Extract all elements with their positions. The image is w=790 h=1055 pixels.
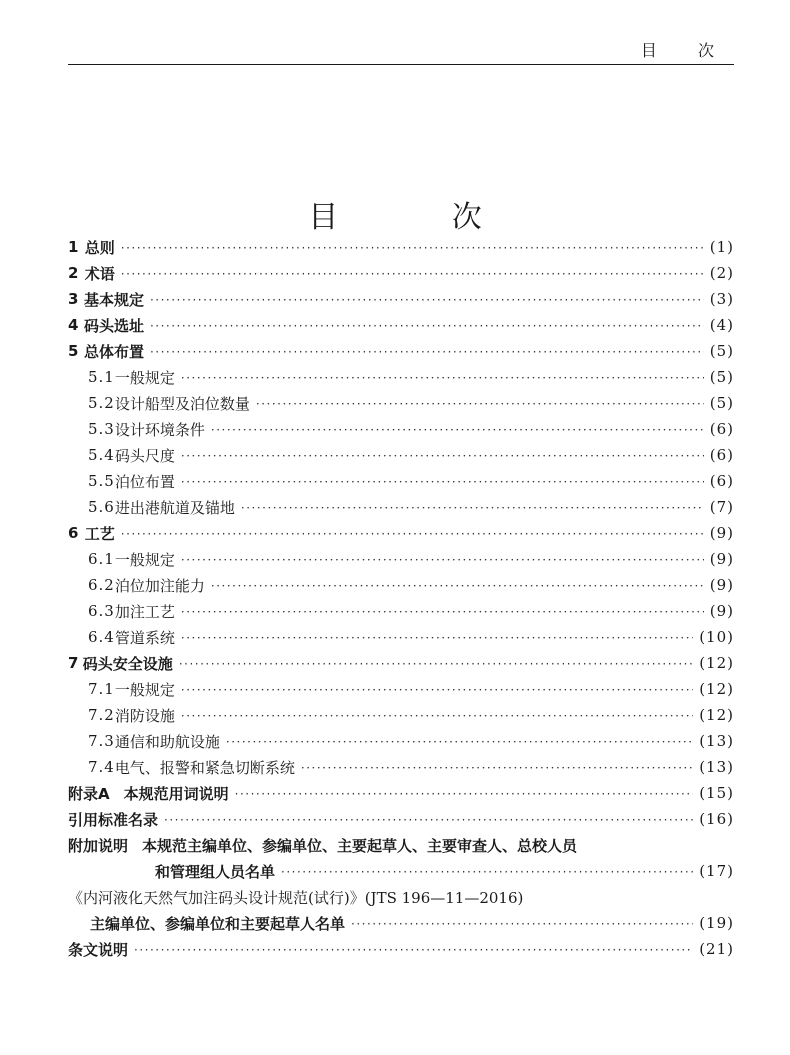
dot-leader	[211, 572, 704, 598]
toc-entry-continuation[interactable]	[68, 910, 734, 936]
toc-entry-page: (21)	[699, 940, 734, 958]
toc-subentry[interactable]	[68, 624, 734, 650]
toc-entry-title: 消防设施	[114, 706, 175, 725]
toc-entry-number: 6.1	[88, 550, 115, 568]
table-of-contents	[68, 234, 734, 962]
toc-entry[interactable]	[68, 286, 734, 312]
toc-entry[interactable]	[68, 234, 734, 260]
dot-leader	[256, 390, 704, 416]
toc-entry-title: 加注工艺	[114, 602, 175, 621]
dot-leader	[150, 312, 704, 338]
toc-entry-number: 6.4	[88, 628, 115, 646]
toc-entry-page: (4)	[709, 316, 734, 334]
toc-entry-title: 本规范用词说明	[123, 784, 229, 803]
toc-entry-page: (12)	[699, 706, 734, 724]
toc-entry-number: 2	[68, 264, 79, 282]
toc-entry-number: 7.1	[88, 680, 115, 698]
toc-entry-title: 条文说明	[68, 940, 129, 959]
header-divider	[68, 64, 734, 65]
dot-leader	[181, 546, 704, 572]
toc-entry-page: (3)	[709, 290, 734, 308]
toc-entry-page: (19)	[699, 914, 734, 932]
toc-subentry[interactable]	[68, 442, 734, 468]
toc-entry-title: 码头选址	[83, 316, 144, 335]
toc-entry-page: (10)	[699, 628, 734, 646]
toc-entry-number: 1	[68, 238, 79, 256]
toc-entry-page: (12)	[699, 654, 734, 672]
toc-entry-page: (6)	[709, 472, 734, 490]
dot-leader	[281, 858, 693, 884]
toc-entry-page: (13)	[699, 758, 734, 776]
toc-entry-page: (13)	[699, 732, 734, 750]
toc-entry-title: 电气、报警和紧急切断系统	[114, 758, 295, 777]
toc-entry-title: 总体布置	[83, 342, 144, 361]
dot-leader	[181, 598, 704, 624]
toc-entry-number: 附录A	[68, 784, 110, 803]
toc-entry-title-cont: 主编单位、参编单位和主要起草人名单	[90, 914, 346, 933]
toc-entry-page: (16)	[699, 810, 734, 828]
toc-entry-number: 5.3	[88, 420, 115, 438]
toc-entry-page: (9)	[709, 524, 734, 542]
toc-entry-number: 4	[68, 316, 79, 334]
dot-leader	[181, 702, 693, 728]
toc-entry-number: 6	[68, 524, 79, 542]
toc-entry-page: (9)	[709, 550, 734, 568]
toc-entry-page: (5)	[709, 394, 734, 412]
toc-entry-title: 设计船型及泊位数量	[114, 394, 250, 413]
toc-subentry[interactable]	[68, 468, 734, 494]
toc-entry[interactable]	[68, 338, 734, 364]
toc-entry-title: 基本规定	[83, 290, 144, 309]
toc-subentry[interactable]	[68, 728, 734, 754]
toc-entry-continuation[interactable]	[68, 858, 734, 884]
dot-leader	[121, 260, 704, 286]
toc-entry-page: (15)	[699, 784, 734, 802]
toc-entry-number: 7.4	[88, 758, 115, 776]
toc-entry[interactable]	[68, 806, 734, 832]
toc-entry-title: 一般规定	[114, 680, 175, 699]
dot-leader	[121, 520, 704, 546]
dot-leader	[301, 754, 693, 780]
dot-leader	[235, 780, 694, 806]
dot-leader	[164, 806, 693, 832]
toc-entry-number: 5.1	[88, 368, 115, 386]
toc-entry-title: 泊位加注能力	[114, 576, 205, 595]
toc-entry-title: 总则	[84, 238, 115, 257]
toc-entry-number: 6.3	[88, 602, 115, 620]
toc-entry-title: 一般规定	[114, 368, 175, 387]
toc-entry-number: 5.2	[88, 394, 115, 412]
toc-entry-number: 5	[68, 342, 79, 360]
toc-entry-title: 码头安全设施	[82, 654, 173, 673]
toc-entry-title: 术语	[84, 264, 115, 283]
toc-subentry[interactable]	[68, 754, 734, 780]
dot-leader	[150, 338, 704, 364]
toc-subentry[interactable]	[68, 572, 734, 598]
toc-entry-multiline[interactable]	[68, 832, 734, 858]
toc-entry[interactable]	[68, 312, 734, 338]
toc-entry-page: (9)	[709, 576, 734, 594]
toc-entry[interactable]	[68, 520, 734, 546]
running-header: 目 次	[640, 41, 732, 60]
dot-leader	[121, 234, 704, 260]
toc-entry[interactable]	[68, 260, 734, 286]
dot-leader	[181, 676, 693, 702]
toc-entry-page: (9)	[709, 602, 734, 620]
toc-entry-title: 设计环境条件	[114, 420, 205, 439]
dot-leader	[211, 416, 704, 442]
dot-leader	[181, 442, 704, 468]
dot-leader	[150, 286, 704, 312]
dot-leader	[181, 364, 704, 390]
toc-entry-number: 6.2	[88, 576, 115, 594]
toc-entry-page: (5)	[709, 342, 734, 360]
toc-entry[interactable]	[68, 650, 734, 676]
toc-entry-title: 码头尺度	[114, 446, 175, 465]
toc-entry-page: (7)	[709, 498, 734, 516]
toc-entry-title: 进出港航道及锚地	[114, 498, 235, 517]
dot-leader	[179, 650, 693, 676]
dot-leader	[134, 936, 693, 962]
toc-entry-number: 7	[68, 654, 79, 672]
dot-leader	[181, 624, 693, 650]
toc-entry-page: (5)	[709, 368, 734, 386]
toc-entry-title: 泊位布置	[114, 472, 175, 491]
page-title: 目 次	[308, 200, 534, 236]
toc-entry-page: (6)	[709, 446, 734, 464]
toc-entry-number: 5.6	[88, 498, 115, 516]
dot-leader	[181, 468, 704, 494]
toc-entry-number: 7.2	[88, 706, 115, 724]
toc-subentry[interactable]	[68, 546, 734, 572]
toc-entry-number: 5.5	[88, 472, 115, 490]
toc-entry-page: (12)	[699, 680, 734, 698]
toc-entry[interactable]	[68, 936, 734, 962]
toc-entry-page: (1)	[709, 238, 734, 256]
toc-entry-number: 附加说明	[68, 836, 129, 855]
toc-entry-title: 管道系统	[114, 628, 175, 647]
dot-leader	[241, 494, 704, 520]
toc-entry-page: (2)	[709, 264, 734, 282]
toc-entry-title: 《内河液化天然气加注码头设计规范(试行)》(JTS 196—11—2016)	[68, 888, 524, 907]
toc-entry-title: 一般规定	[114, 550, 175, 569]
toc-entry-title: 本规范主编单位、参编单位、主要起草人、主要审查人、总校人员	[142, 836, 578, 855]
toc-entry-page: (6)	[709, 420, 734, 438]
toc-entry-title: 引用标准名录	[68, 810, 159, 829]
toc-entry-title: 工艺	[84, 524, 115, 543]
toc-subentry[interactable]	[68, 364, 734, 390]
dot-leader	[226, 728, 693, 754]
toc-subentry[interactable]	[68, 598, 734, 624]
toc-entry-page: (17)	[699, 862, 734, 880]
toc-entry-number: 3	[68, 290, 79, 308]
toc-subentry[interactable]	[68, 390, 734, 416]
toc-subentry[interactable]	[68, 494, 734, 520]
toc-subentry[interactable]	[68, 702, 734, 728]
toc-entry-number: 7.3	[88, 732, 115, 750]
toc-entry-multiline[interactable]	[68, 884, 734, 910]
toc-appendix[interactable]	[68, 780, 734, 806]
toc-entry-number: 5.4	[88, 446, 115, 464]
dot-leader	[351, 910, 693, 936]
toc-entry-title-cont: 和管理组人员名单	[155, 862, 276, 881]
toc-subentry[interactable]	[68, 416, 734, 442]
toc-subentry[interactable]	[68, 676, 734, 702]
toc-entry-title: 通信和助航设施	[114, 732, 220, 751]
